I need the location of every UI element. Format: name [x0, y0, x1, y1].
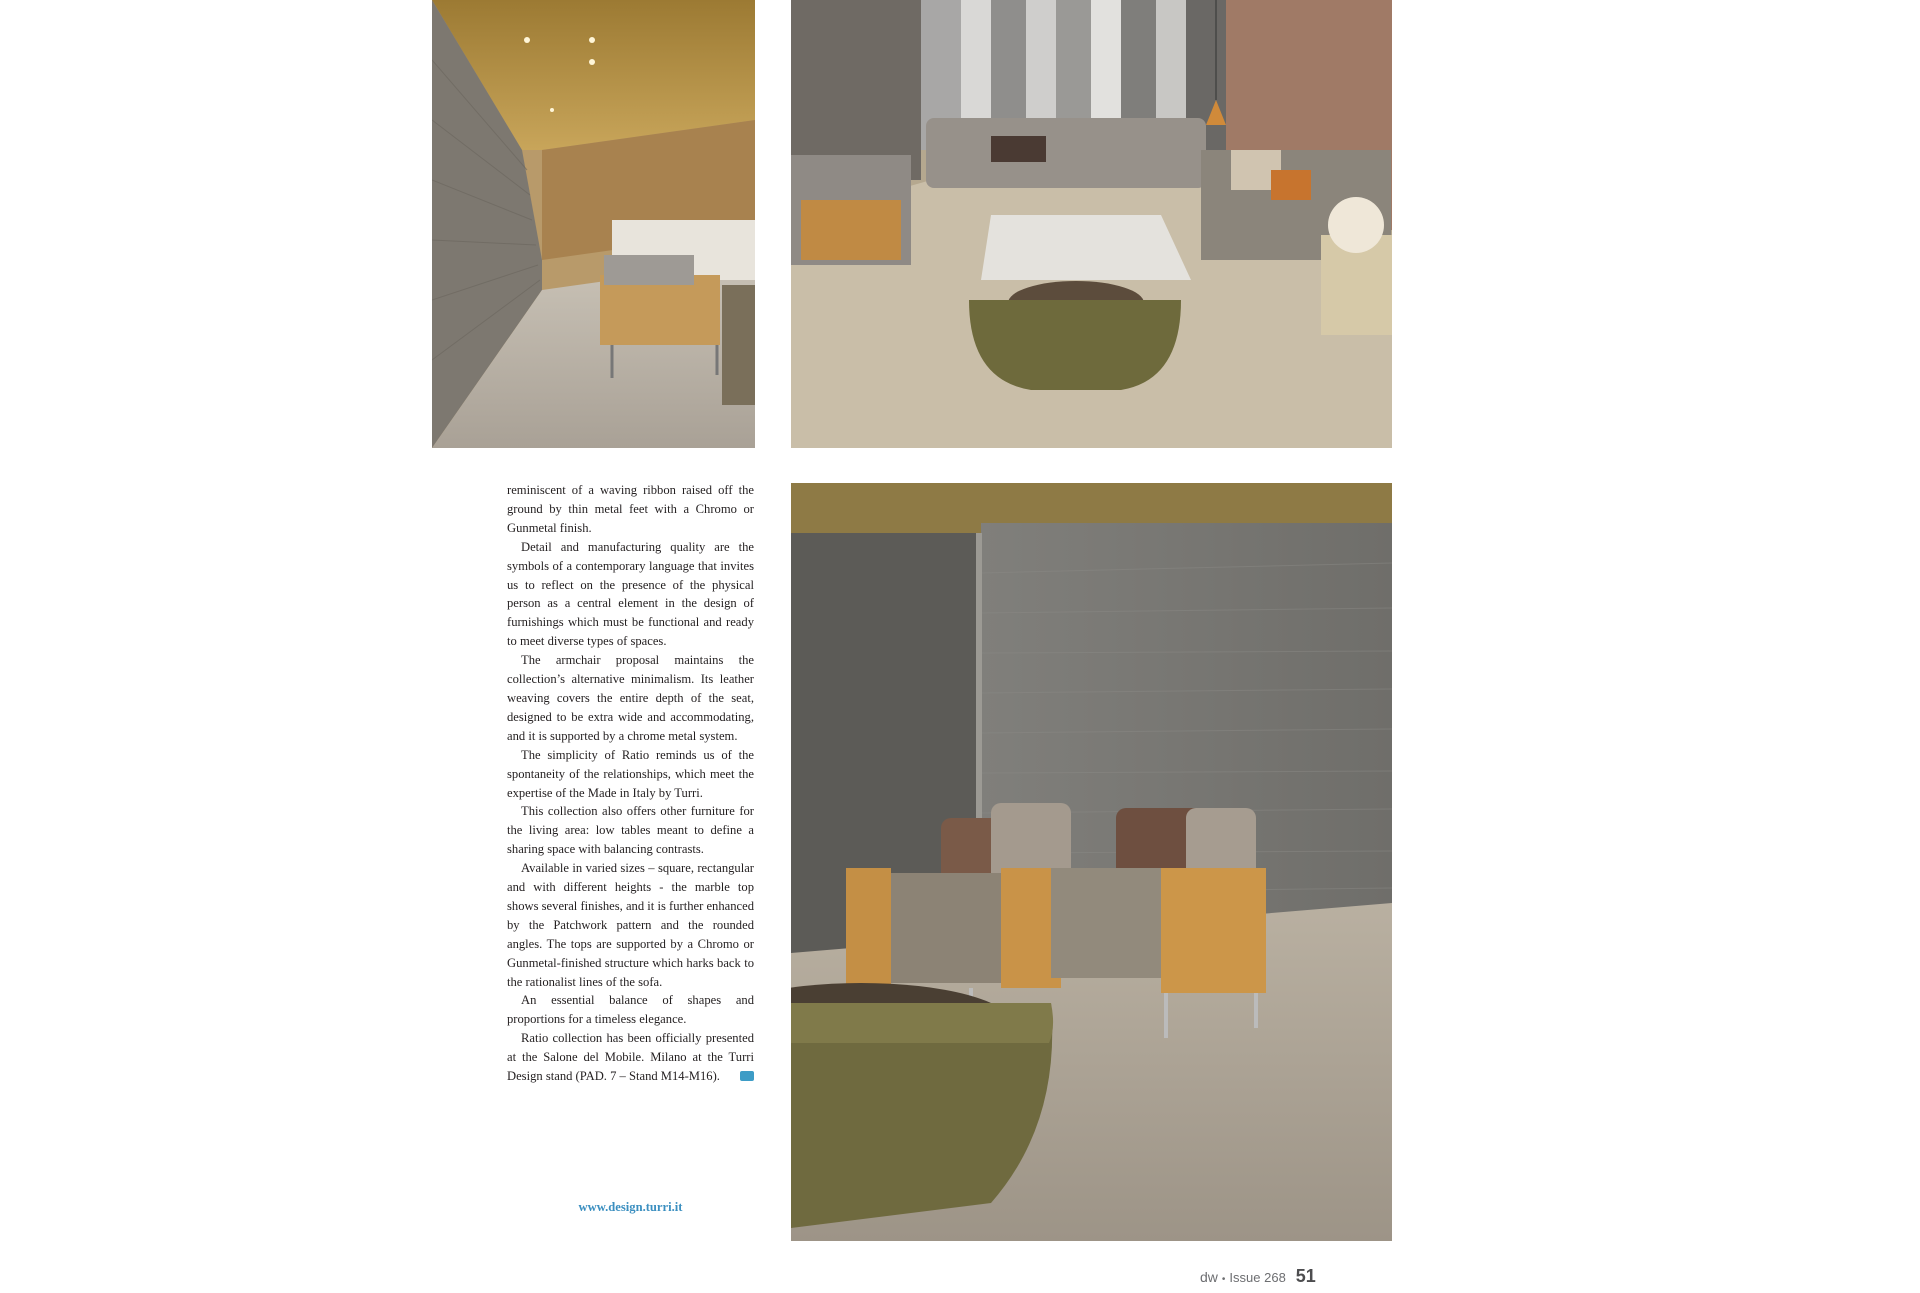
article-paragraph: This collection also offers other furniture for the living area: low tables meant to define a sharing space with balancing contrasts.	[507, 804, 754, 857]
article-paragraph: Available in varied sizes – square, rectangular and with different heights - the marble top shows several finishes, and it is further enhanced by the Patchwork pattern and the rounded angles. The tops are supported by a Chromo or Gunmetal-finished structure which harks back to the rationalist lines of the sofa.	[507, 861, 754, 989]
photo-living-room	[791, 0, 1392, 448]
issue-number: Issue 268	[1229, 1270, 1286, 1285]
article-paragraph: Detail and manufacturing quality are the symbols of a contemporary language that invites us to reflect on the presence of the physical person as a central element in the design of furnishings which must be functional and ready to meet diverse types of spaces.	[507, 539, 754, 649]
website-link[interactable]: www.design.turri.it	[578, 1200, 683, 1214]
photo-corridor-sofa	[432, 0, 755, 448]
dw-end-mark-icon: dw	[740, 1071, 754, 1081]
photo-armchairs	[791, 483, 1392, 1241]
folio-separator: •	[1221, 1274, 1226, 1285]
article-body	[507, 481, 763, 1086]
article-paragraph: reminiscent of a waving ribbon raised off the ground by thin metal feet with a Chromo or Gunmetal finish.	[507, 483, 754, 535]
page-folio	[1200, 1266, 1316, 1290]
article-paragraph: The simplicity of Ratio reminds us of the spontaneity of the relationships, which meet the expertise of the Made in Italy by Turri.	[507, 747, 754, 800]
magazine-name: dw	[1200, 1269, 1218, 1285]
article-paragraph-text: Ratio collection has been officially presented at the Salone del Mobile. Milano at the Turri Design stand (PAD. 7 – Stand M14-M16).	[507, 1031, 754, 1084]
article-paragraph-last	[507, 1029, 763, 1086]
page-number: 51	[1295, 1266, 1316, 1286]
article-paragraph: An essential balance of shapes and proportions for a timeless elegance.	[507, 993, 754, 1027]
article-paragraph: The armchair proposal maintains the collection’s alternative minimalism. Its leather weaving covers the entire depth of the seat, designed to be extra wide and accommodating, and it is supported by a chrome metal system.	[507, 653, 754, 743]
